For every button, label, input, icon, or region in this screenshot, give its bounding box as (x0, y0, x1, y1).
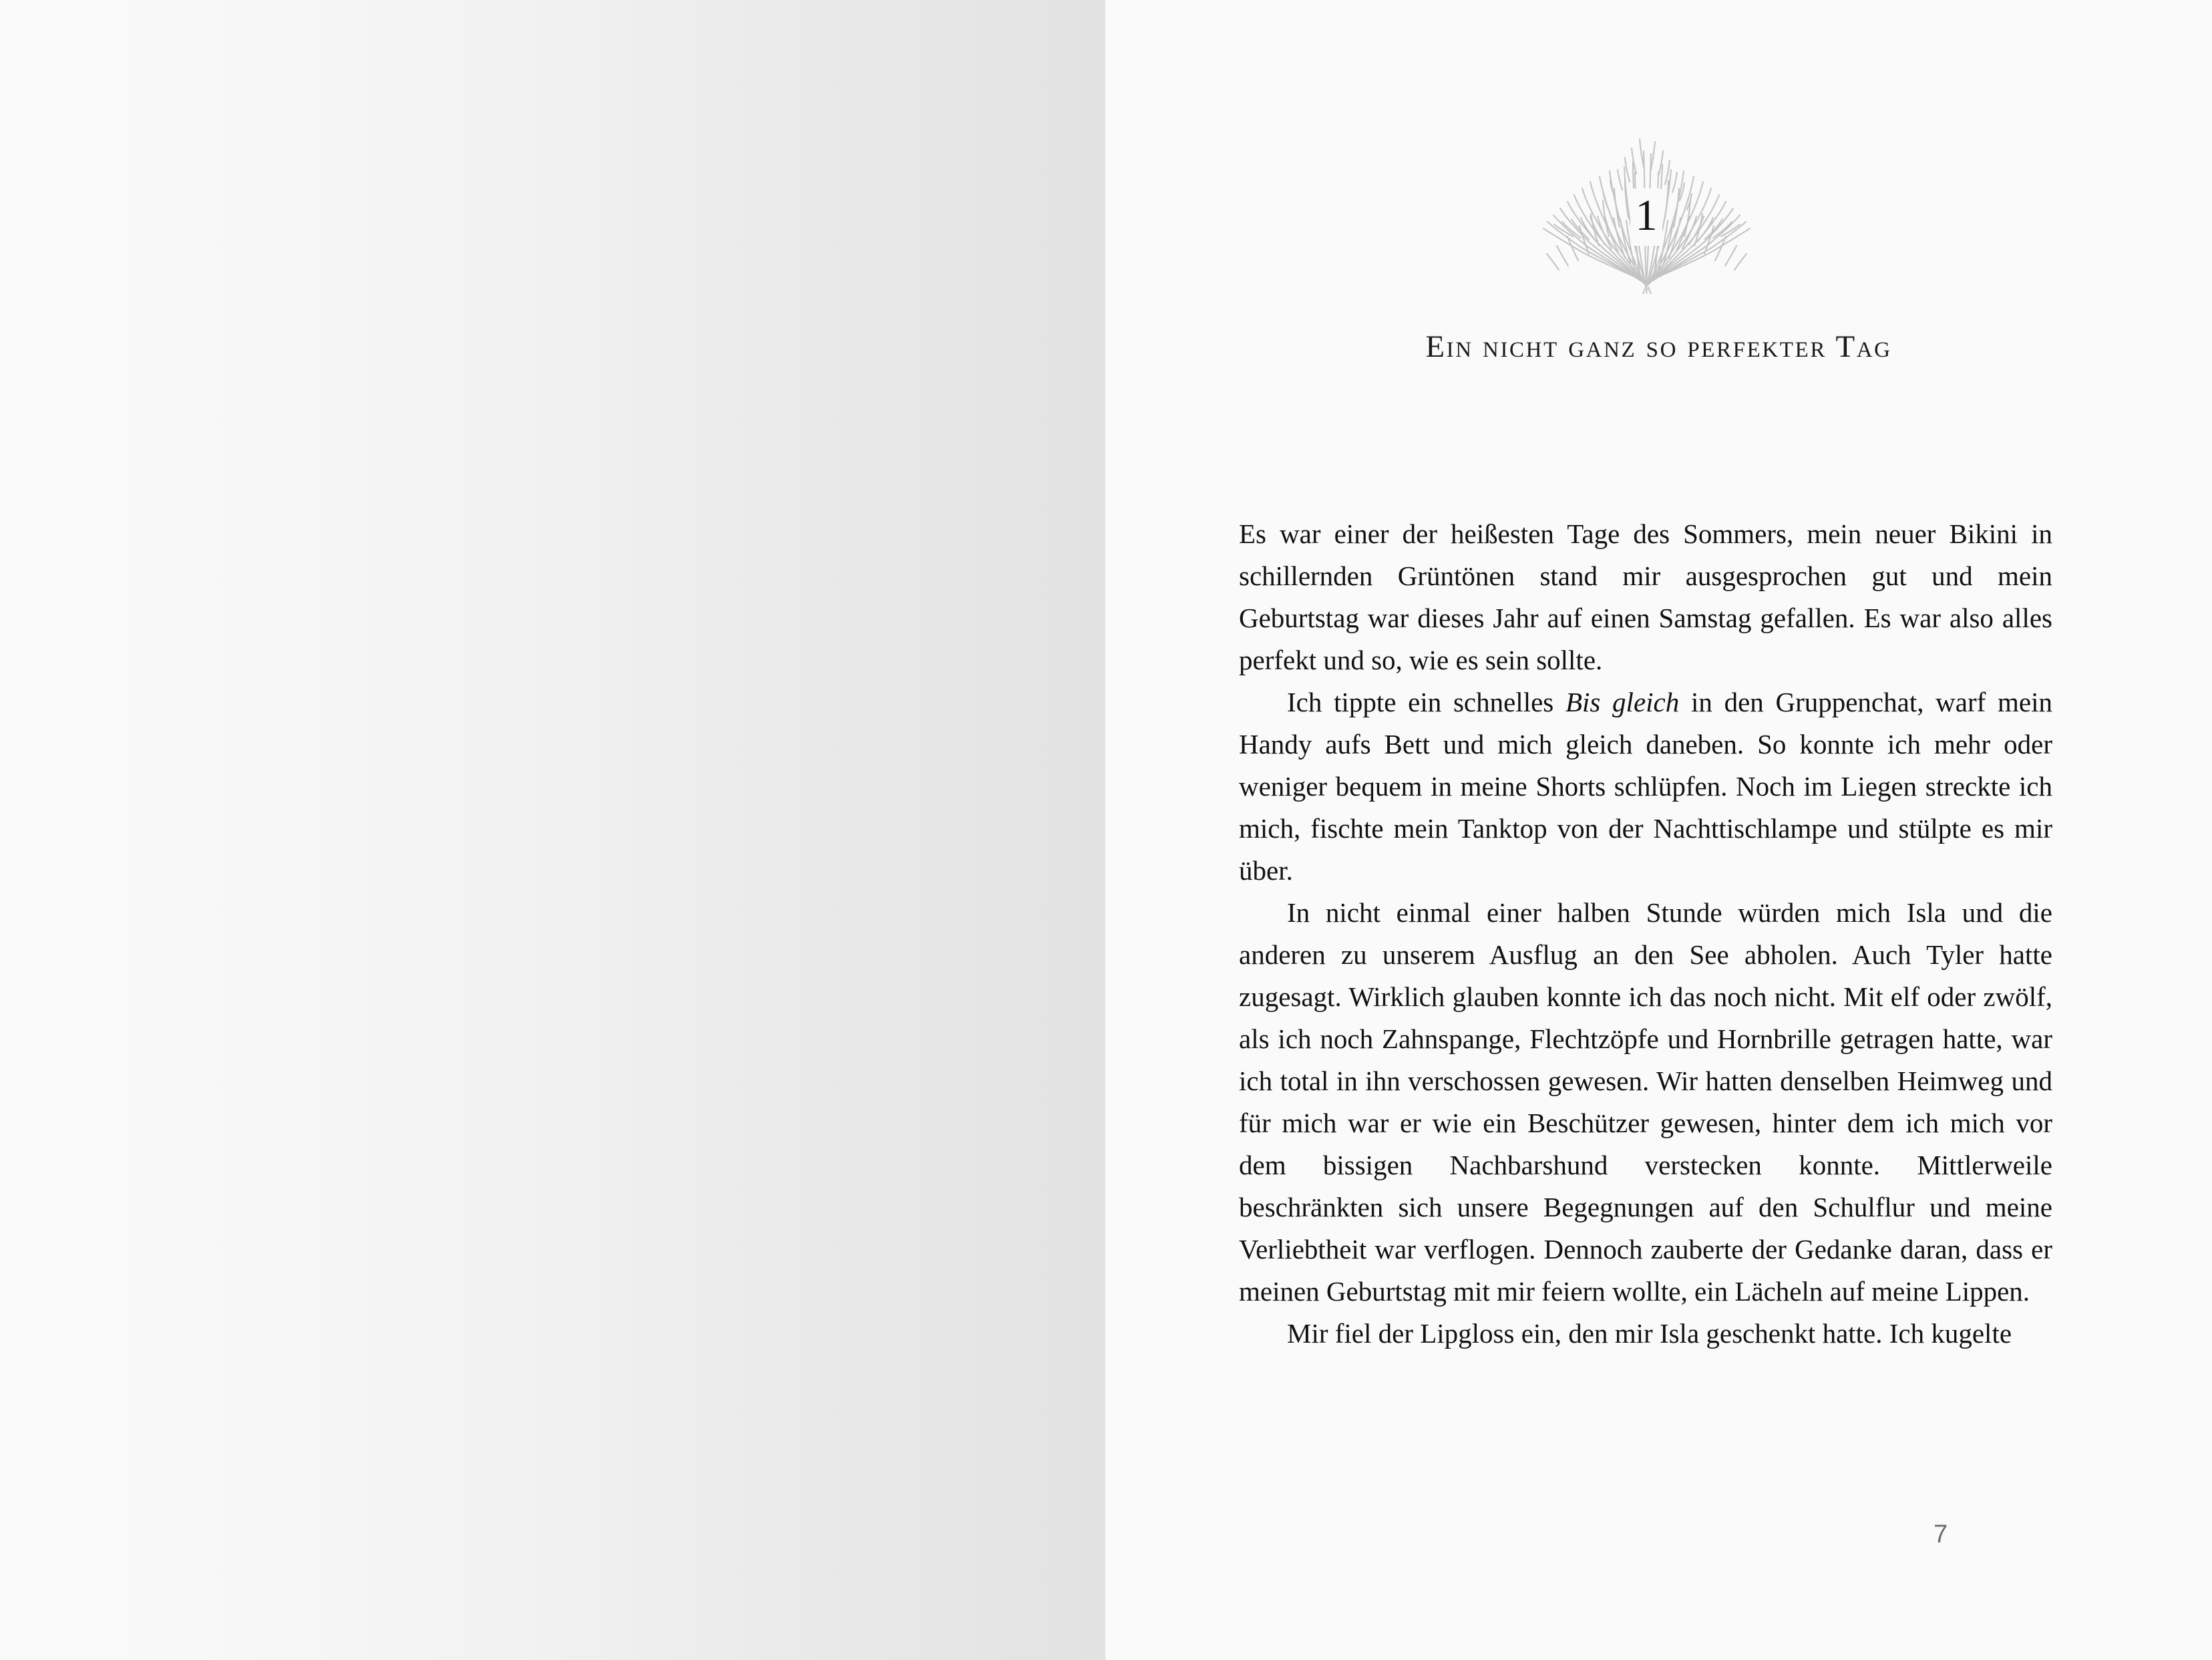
verso-page-blank (0, 0, 1105, 1660)
sea-fan-coral-ornament (1506, 87, 1787, 294)
paragraph: Ich tippte ein schnelles Bis gleich in den Gruppenchat, warf mein Handy aufs Bett und mich gleich daneben. So konnte ich mehr oder weniger bequem in meine Shorts schlüpfen. Noch im Liegen streckte ich mich, fischte mein Tanktop von der Nachttischlampe und stülpte es mir über. (1239, 687, 2052, 886)
chapter-number: 1 (1635, 191, 1658, 240)
italic-phrase: Bis gleich (1565, 687, 1680, 717)
recto-page (1105, 0, 2212, 1660)
body-text (1239, 513, 2052, 1355)
paragraph: In nicht einmal einer halben Stunde würden mich Isla und die anderen zu unserem Ausflug an den See abholen. Auch Tyler hatte zugesagt. Wirklich glauben konnte ich das noch nicht. Mit elf oder zwölf, als ich noch Zahnspange, Flechtzöpfe und Hornbrille getragen hatte, war ich total in ihn verschossen gewesen. Wir hatten denselben Heimweg und für mich war er wie ein Beschützer gewesen, hinter dem ich mich vor dem bissigen Nachbarshund verstecken konnte. Mittlerweile beschränkten sich unsere Begegnungen auf den Schulflur und meine Verliebtheit war verflogen. Dennoch zauberte der Gedanke daran, dass er meinen Geburtstag mit mir feiern wollte, ein Lächeln auf meine Lippen. (1239, 897, 2052, 1307)
paragraph: Es war einer der heißesten Tage des Sommers, mein neuer Bikini in schillernden Grüntönen stand mir ausgesprochen gut und mein Geburtstag war dieses Jahr auf einen Samstag gefallen. Es war also alles perfekt und so, wie es sein sollte. (1239, 518, 2052, 675)
paragraph: Mir fiel der Lipgloss ein, den mir Isla geschenkt hatte. Ich kugelte (1287, 1318, 2012, 1349)
chapter-title: Ein nicht ganz so perfekter Tag (1425, 329, 1892, 364)
page-number: 7 (1933, 1520, 1948, 1548)
